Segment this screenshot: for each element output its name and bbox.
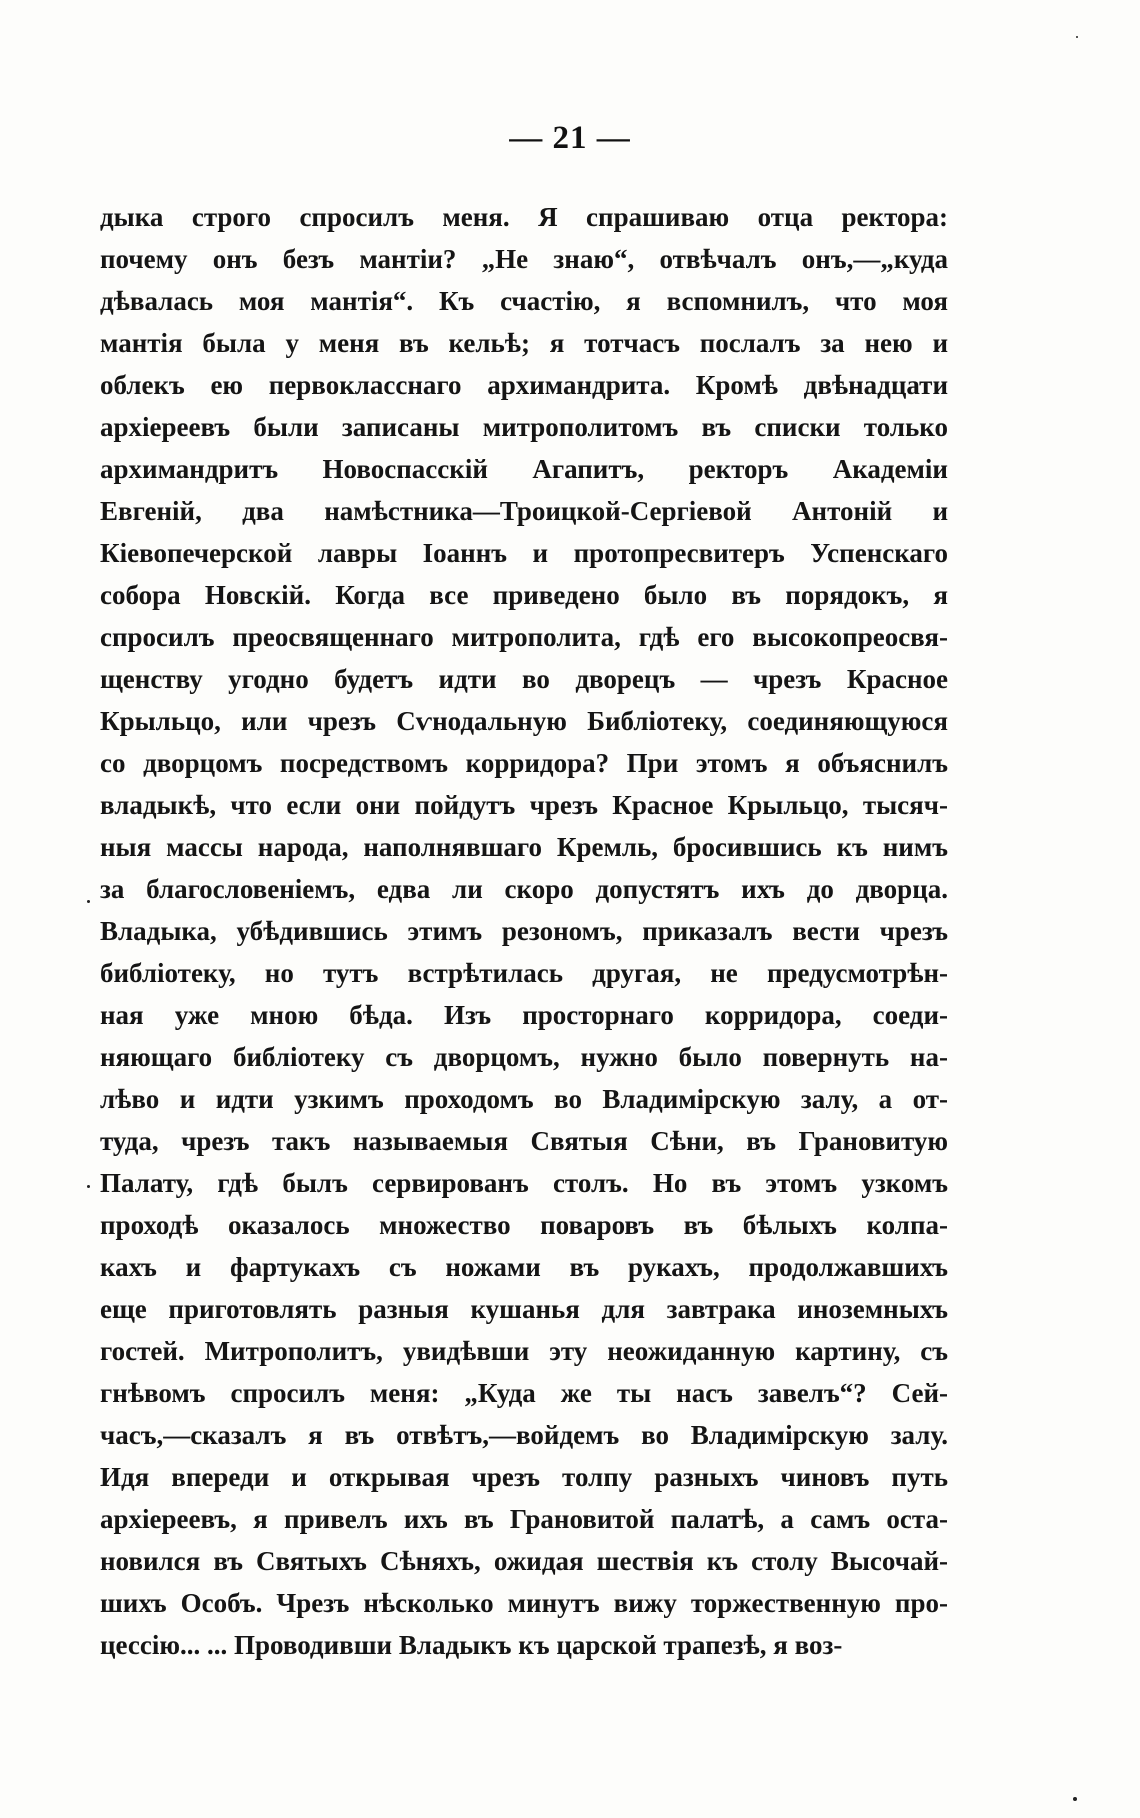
text-line: шихъ Особъ. Чрезъ нѣсколько минутъ вижу торжественную про- bbox=[100, 1588, 948, 1618]
text-line: архіереевъ были записаны митрополитомъ въ списки только bbox=[100, 412, 948, 442]
text-line: со дворцомъ посредствомъ корридора? При этомъ я объяснилъ bbox=[100, 748, 948, 778]
text-line: почему онъ безъ мантіи? „Не знаю“, отвѣчалъ онъ,—„куда bbox=[100, 244, 948, 274]
text-line: дѣвалась моя мантія“. Къ счастію, я вспомнилъ, что моя bbox=[100, 286, 948, 316]
text-line: Палату, гдѣ былъ сервированъ столъ. Но въ этомъ узкомъ bbox=[100, 1168, 948, 1198]
text-line: Владыка, убѣдившись этимъ резономъ, приказалъ вести чрезъ bbox=[100, 916, 948, 946]
text-line: проходѣ оказалось множество поваровъ въ бѣлыхъ колпа- bbox=[100, 1210, 948, 1240]
text-line: облекъ ею первокласснаго архимандрита. Кромѣ двѣнадцати bbox=[100, 370, 948, 400]
text-line: туда, чрезъ такъ называемыя Святыя Сѣни, въ Грановитую bbox=[100, 1126, 948, 1156]
text-line: кахъ и фартукахъ съ ножами въ рукахъ, продолжавшихъ bbox=[100, 1252, 948, 1282]
page-number: — 21 — bbox=[509, 120, 631, 156]
text-line: гнѣвомъ спросилъ меня: „Куда же ты насъ завелъ“? Сей- bbox=[100, 1378, 948, 1408]
text-line: Кіевопечерской лавры Іоаннъ и протопресвитеръ Успенскаго bbox=[100, 538, 948, 568]
text-line: дыка строго спросилъ меня. Я спрашиваю отца ректора: bbox=[100, 202, 948, 232]
text-line: цессію... ... Проводивши Владыкъ къ царской трапезѣ, я воз- bbox=[100, 1630, 843, 1660]
text-line: часъ,—сказалъ я въ отвѣтъ,—войдемъ во Владимірскую залу. bbox=[100, 1420, 948, 1450]
text-line: Крыльцо, или чрезъ Сѵнодальную Библіотеку, соединяющуюся bbox=[100, 706, 948, 736]
text-line: новился въ Святыхъ Сѣняхъ, ожидая шествія къ столу Высочай- bbox=[100, 1546, 948, 1576]
text-line: Евгеній, два намѣстника—Троицкой-Сергіевой Антоній и bbox=[100, 496, 948, 526]
text-line: за благословеніемъ, едва ли скоро допустятъ ихъ до дворца. bbox=[100, 874, 948, 904]
text-line: ная уже мною бѣда. Изъ просторнаго корридора, соеди- bbox=[100, 1000, 948, 1030]
text-line: архіереевъ, я привелъ ихъ въ Грановитой палатѣ, а самъ оста- bbox=[100, 1504, 948, 1534]
text-line: еще приготовлять разныя кушанья для завтрака иноземныхъ bbox=[100, 1294, 948, 1324]
text-line: Идя впереди и открывая чрезъ толпу разныхъ чиновъ путь bbox=[100, 1462, 948, 1492]
body-text bbox=[100, 196, 948, 1666]
text-line: владыкѣ, что если они пойдутъ чрезъ Красное Крыльцо, тысяч- bbox=[100, 790, 948, 820]
text-line: ныя массы народа, наполнявшаго Кремль, бросившись къ нимъ bbox=[100, 832, 948, 862]
text-line: лѣво и идти узкимъ проходомъ во Владимірскую залу, а от- bbox=[100, 1084, 948, 1114]
text-line: библіотеку, но тутъ встрѣтилась другая, не предусмотрѣн- bbox=[100, 958, 948, 988]
text-line: щенству угодно будетъ идти во дворецъ — чрезъ Красное bbox=[100, 664, 948, 694]
text-line: собора Новскій. Когда все приведено было въ порядокъ, я bbox=[100, 580, 948, 610]
text-line: гостей. Митрополитъ, увидѣвши эту неожиданную картину, съ bbox=[100, 1336, 948, 1366]
text-line: мантія была у меня въ кельѣ; я тотчасъ послалъ за нею и bbox=[100, 328, 948, 358]
text-line: няющаго библіотеку съ дворцомъ, нужно было повернуть на- bbox=[100, 1042, 948, 1072]
text-line: архимандритъ Новоспасскій Агапитъ, ректоръ Академіи bbox=[100, 454, 948, 484]
text-line: спросилъ преосвященнаго митрополита, гдѣ его высокопреосвя- bbox=[100, 622, 948, 652]
